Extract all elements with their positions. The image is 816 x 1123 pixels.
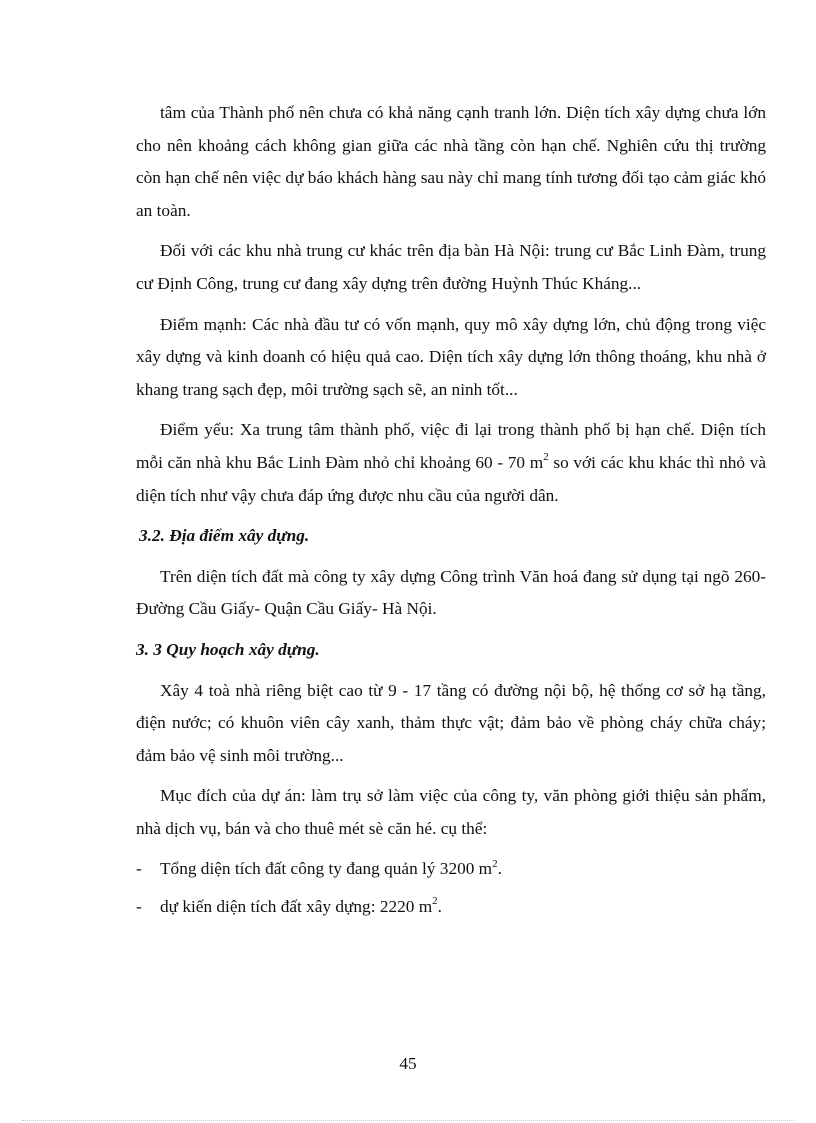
list-item-text: [160, 891, 442, 924]
superscript-squared: 2: [492, 857, 498, 870]
list-item-text: [160, 853, 502, 886]
paragraph-other-apartments: Đối với các khu nhà trung cư khác trên địa bàn Hà Nội: trung cư Bắc Linh Đàm, trung cư Định Công, trung cư đang xây dựng trên đường Huỳnh Thúc Kháng...: [136, 241, 766, 293]
bullet-dash: -: [136, 859, 142, 879]
list-item: [136, 853, 766, 886]
page-content: [136, 97, 766, 929]
paragraph-market-weakness: tâm của Thành phố nên chưa có khả năng cạnh tranh lớn. Diện tích xây dựng chưa lớn cho nên khoảng cách không gian giữa các nhà tầng còn hạn chế. Nghiên cứu thị trường còn hạn chế nên việc dự báo khách hàng sau này chỉ mang tính tương đối tạo cảm giác khó an toàn.: [136, 103, 766, 220]
paragraph-location: Trên diện tích đất mà công ty xây dựng Công trình Văn hoá đang sử dụng tại ngõ 260- Đường Cầu Giấy- Quận Cầu Giấy- Hà Nội.: [136, 566, 766, 619]
section-heading-planning: 3. 3 Quy hoạch xây dựng.: [136, 639, 320, 659]
list-item-tail: .: [497, 859, 502, 879]
superscript-squared: 2: [432, 895, 438, 908]
paragraph-weaknesses-part2: so với các khu khác thì nhỏ và diện tích như vậy chưa đáp ứng được nhu cầu của người dân.: [136, 452, 767, 505]
section-heading-location: 3.2. Địa điểm xây dựng.: [139, 526, 310, 546]
paragraph-weaknesses-part1: Điểm yếu: Xa trung tâm thành phố, việc đi lại trong thành phố bị hạn chế. Diện tích mỗi căn nhà khu Bắc Linh Đàm nhỏ chỉ khoảng 60 - 70 m: [136, 420, 766, 472]
list-item: [136, 891, 766, 924]
list-item-label: dự kiến diện tích đất xây dựng: 2220 m: [160, 897, 433, 917]
paragraph-strengths: Điểm mạnh: Các nhà đầu tư có vốn mạnh, quy mô xây dựng lớn, chủ động trong việc xây dựng và kinh doanh có hiệu quả cao. Diện tích xây dựng lớn thông thoáng, khu nhà ở khang trang sạch đẹp, môi trường sạch sẽ, an ninh tốt...: [136, 314, 766, 399]
page-number: 45: [399, 1054, 417, 1073]
paragraph-planning: Xây 4 toà nhà riêng biệt cao từ 9 - 17 tầng có đường nội bộ, hệ thống cơ sở hạ tầng, điện nước; có khuôn viên cây xanh, thảm thực vật; đảm bảo về phòng cháy chữa cháy; đảm bảo vệ sinh môi trường...: [136, 680, 766, 765]
list-item-label: Tổng diện tích đất công ty đang quản lý 3200 m: [160, 859, 493, 879]
superscript-squared: 2: [543, 451, 549, 464]
paragraph-purpose: Mục đích của dự án: làm trụ sở làm việc của công ty, văn phòng giới thiệu sản phẩm, nhà dịch vụ, bán và cho thuê mét sè căn hé. cụ thể:: [136, 786, 766, 838]
bullet-dash: -: [136, 897, 142, 917]
page-bottom-divider: [22, 1120, 794, 1121]
list-item-tail: .: [437, 897, 442, 917]
paragraph-weaknesses: [136, 414, 766, 512]
